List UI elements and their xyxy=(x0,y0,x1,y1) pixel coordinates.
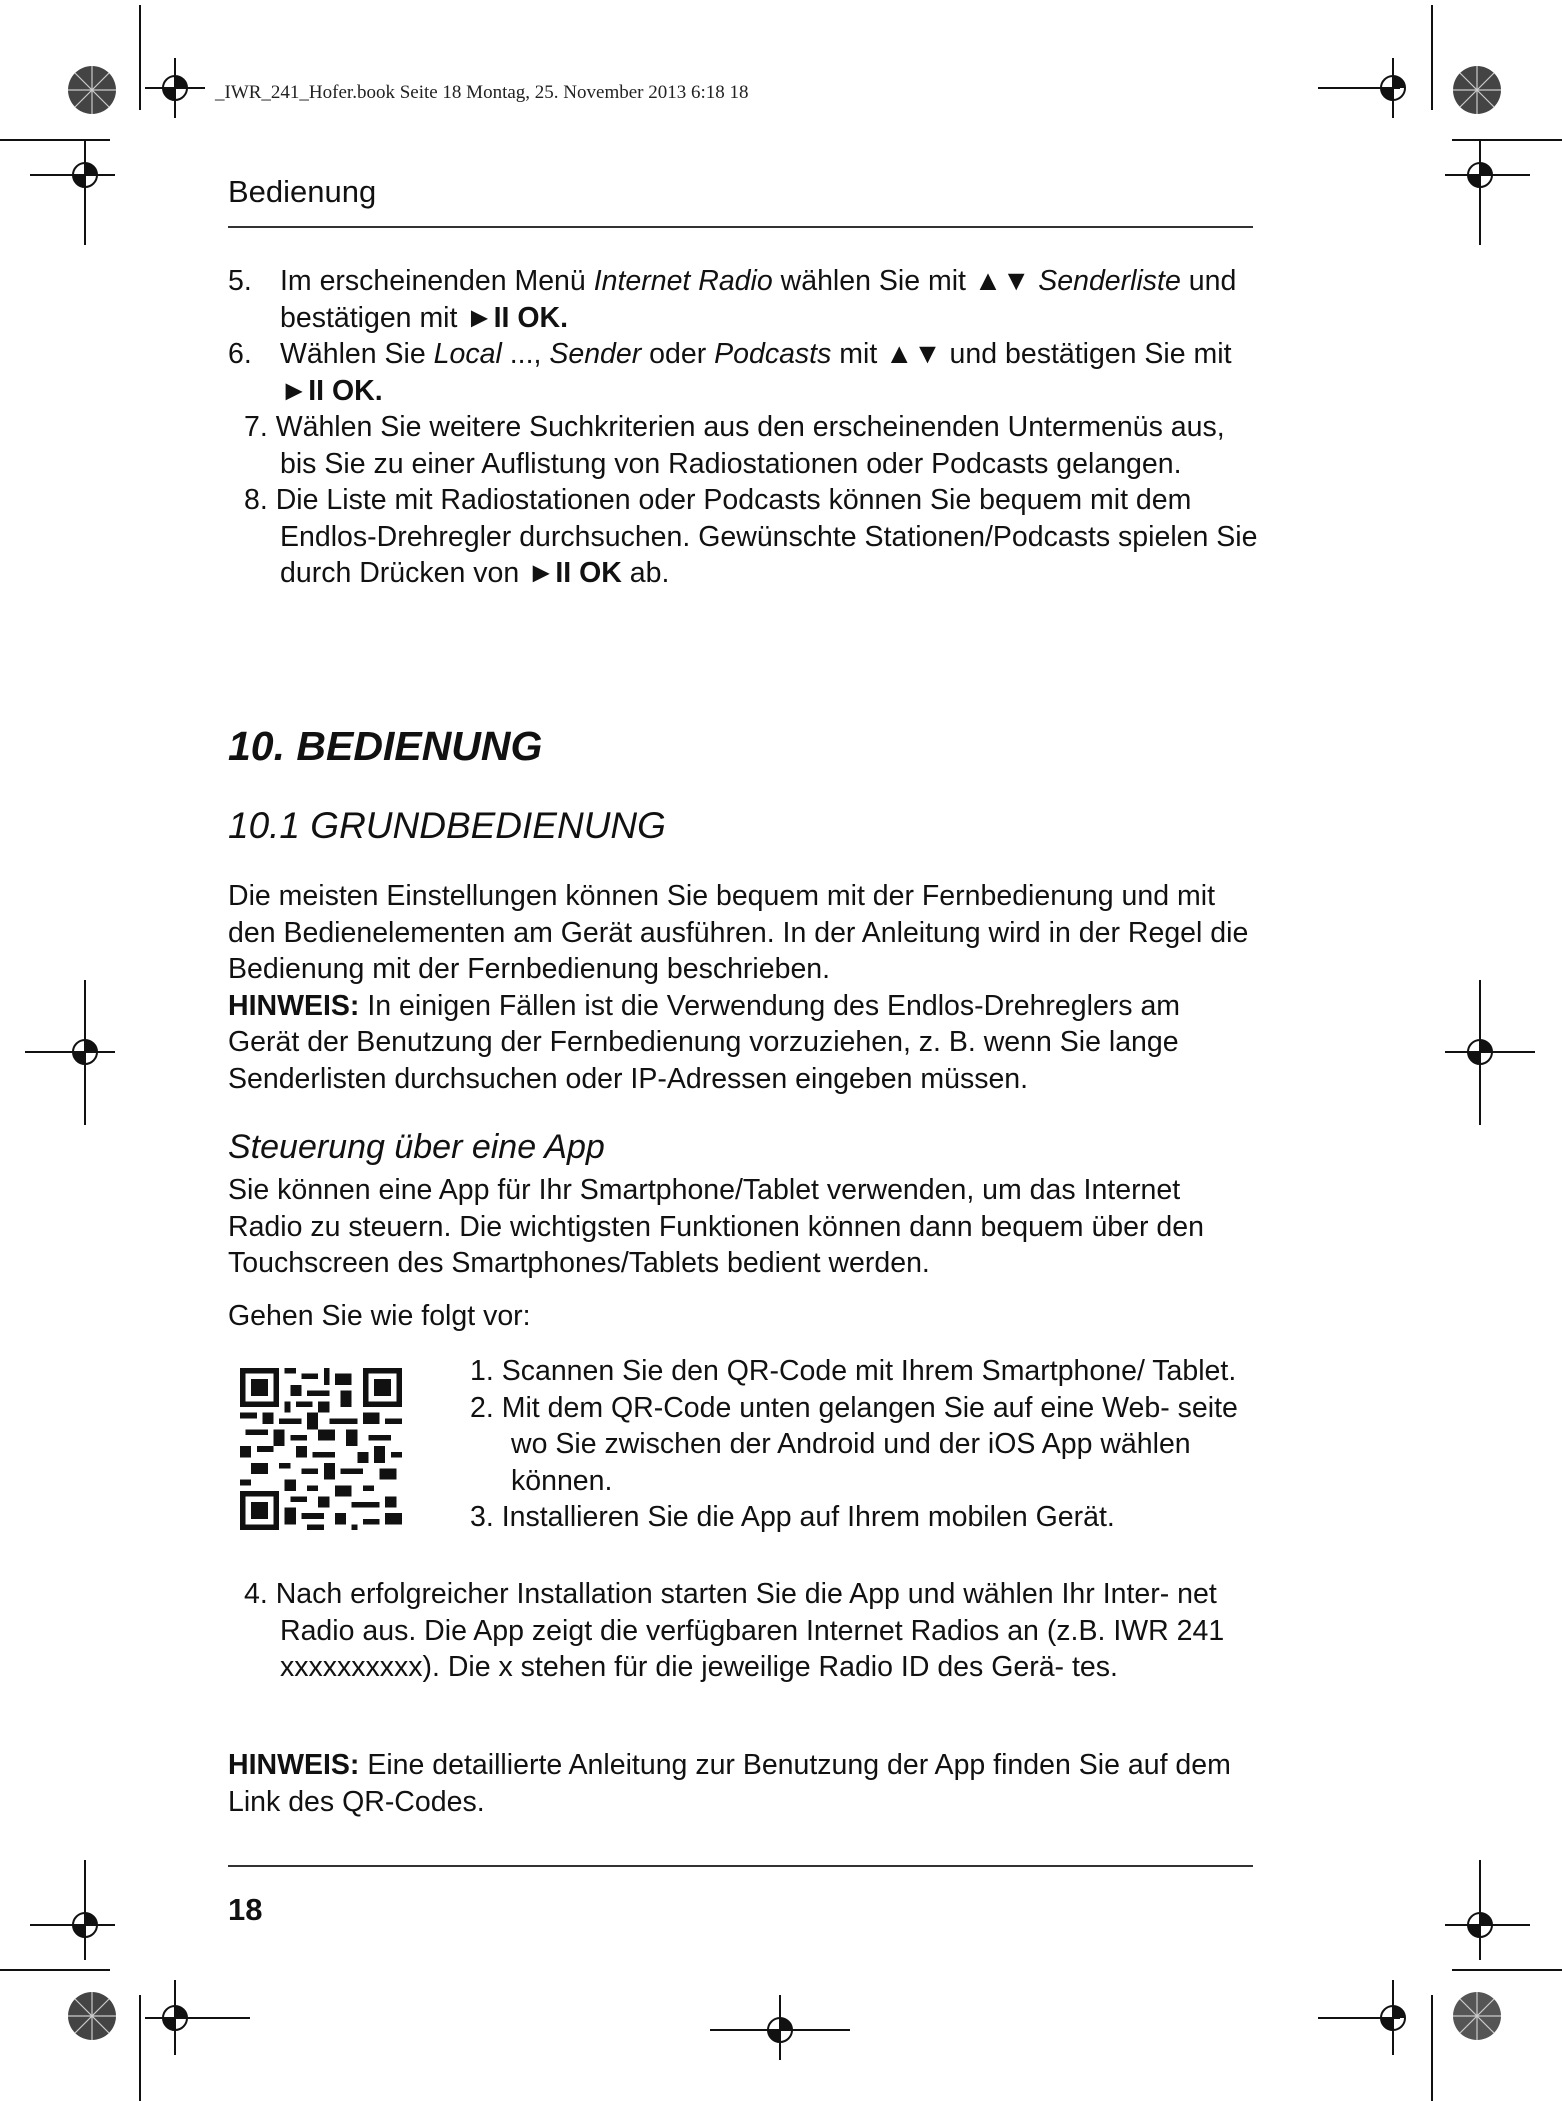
footer-rule xyxy=(228,1865,1253,1867)
steps-list xyxy=(228,263,1258,592)
note-label: HINWEIS: xyxy=(228,1749,360,1781)
page-number: 18 xyxy=(228,1892,263,1927)
app-paragraph: Sie können eine App für Ihr Smartphone/Tablet verwenden, um das Internet Radio zu steuern. Die wichtigsten Funktionen können dann bequem über den Touchscreen des Smartphones/Tablets bedient werden. xyxy=(228,1174,1204,1279)
steps-intro: Gehen Sie wie folgt vor: xyxy=(228,1300,531,1332)
list-item xyxy=(228,263,1258,336)
step-number: 5. xyxy=(228,265,252,297)
section-heading: 10.1 GRUNDBEDIENUNG xyxy=(228,805,666,846)
list-item xyxy=(228,409,1258,482)
qr-code xyxy=(240,1368,402,1530)
chapter-heading: 10. BEDIENUNG xyxy=(228,723,543,769)
step-text: Wählen Sie Local ..., Sender oder Podcasts mit ▲▼ und bestätigen Sie mit ►II OK. xyxy=(280,338,1232,407)
list-item xyxy=(470,1390,1260,1500)
step-text: 2. Mit dem QR-Code unten gelangen Sie auf eine Web- seite wo Sie zwischen der Android und der iOS App wählen können. xyxy=(470,1391,1238,1497)
list-item xyxy=(228,336,1258,409)
step-text: 1. Scannen Sie den QR-Code mit Ihrem Smartphone/ Tablet. xyxy=(470,1355,1237,1387)
note-text: In einigen Fällen ist die Verwendung des Endlos-Drehreglers am Gerät der Benutzung der Fernbedienung vorzuziehen, z. B. wenn Sie lange Senderlisten durchsuchen oder IP-Adressen eingeben müssen. xyxy=(228,989,1181,1095)
app-step-4 xyxy=(228,1576,1258,1686)
note-paragraph xyxy=(228,1747,1258,1820)
intro-paragraph: Die meisten Einstellungen können Sie bequem mit der Fernbedienung und mit den Bedienelementen am Gerät ausführen. In der Anleitung wird in der Regel die Bedienung mit der Fernbedienung beschrieben. HINWEIS: In einigen Fällen ist die Verwendung des Endlos-Drehreglers am Gerät der Benutzung der Fernbedienung vorzuziehen, z. B. wenn Sie lange Senderlisten durchsuchen oder IP-Adressen eingeben müssen. xyxy=(228,880,1249,1095)
app-steps-list xyxy=(470,1353,1260,1536)
step-text: 3. Installieren Sie die App auf Ihrem mobilen Gerät. xyxy=(470,1501,1115,1533)
note-label: HINWEIS: xyxy=(228,989,360,1022)
list-item xyxy=(228,482,1258,592)
list-item xyxy=(470,1499,1260,1536)
step-text: 8. Die Liste mit Radiostationen oder Podcasts können Sie bequem mit dem Endlos-Drehregler durchsuchen. Gewünschte Stationen/Podcasts spielen Sie durch Drücken von ►II OK ab. xyxy=(244,484,1258,589)
print-slug: _IWR_241_Hofer.book Seite 18 Montag, 25. November 2013 6:18 18 xyxy=(215,82,749,103)
subsection-heading: Steuerung über eine App xyxy=(228,1128,605,1166)
step-text: 7. Wählen Sie weitere Suchkriterien aus den erscheinenden Untermenüs aus, bis Sie zu einer Auflistung von Radiostationen oder Podcasts gelangen. xyxy=(244,411,1225,480)
header-rule xyxy=(228,226,1253,228)
note-text: Eine detaillierte Anleitung zur Benutzung der App finden Sie auf dem Link des QR-Codes. xyxy=(228,1749,1231,1818)
step-text: 4. Nach erfolgreicher Installation starten Sie die App und wählen Ihr Inter- net Radio aus. Die App zeigt die verfügbaren Internet Radios an (z.B. IWR 241 xxxxxxxxxx). Die x stehen für die jeweilige Radio ID des Gerä- tes. xyxy=(244,1578,1225,1683)
list-item xyxy=(470,1353,1260,1390)
step-text: Im erscheinenden Menü Internet Radio wählen Sie mit ▲▼ Senderliste und bestätigen mit ►II OK. xyxy=(280,265,1237,334)
step-number: 6. xyxy=(228,338,252,370)
running-head: Bedienung xyxy=(228,174,377,209)
